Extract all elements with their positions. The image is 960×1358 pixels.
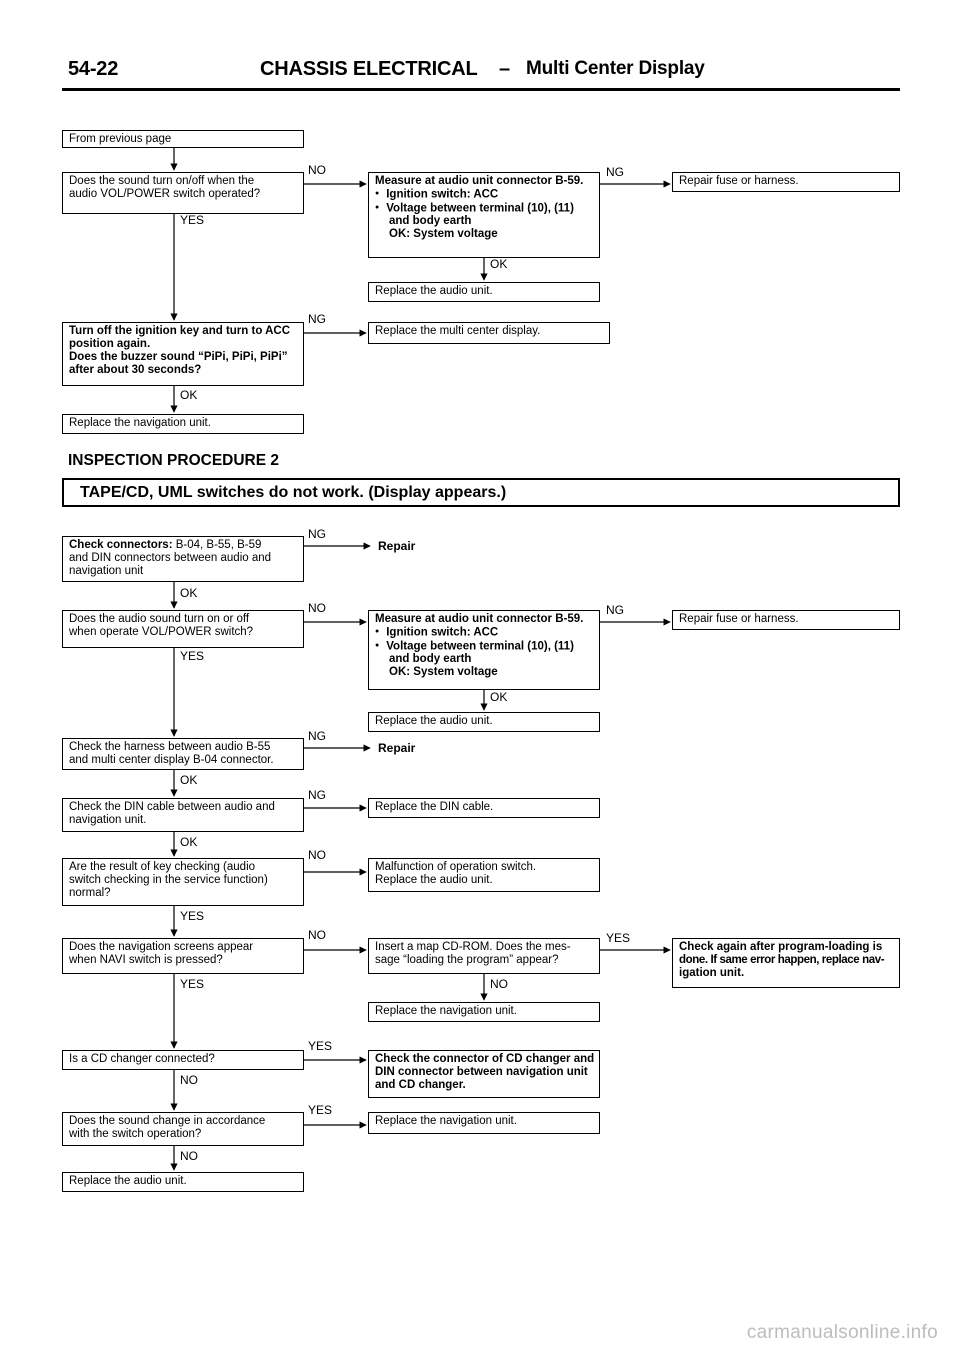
replace-audio-text: Replace the audio unit. <box>375 285 493 297</box>
header-rule <box>62 88 900 91</box>
replace-nav-text: Replace the navigation unit. <box>375 1115 517 1127</box>
measure-bullet-cont: and body earth <box>389 653 472 666</box>
repair-fuse-text: Repair fuse or harness. <box>679 175 799 187</box>
label-no: NO <box>308 848 326 862</box>
q-line: Turn off the ignition key and turn to ACC <box>69 325 291 337</box>
label-yes: YES <box>180 649 205 663</box>
q-line: when operate VOL/POWER switch? <box>69 626 254 638</box>
q-line: and multi center display B-04 connector. <box>69 754 274 766</box>
label-yes: YES <box>180 977 205 991</box>
q-line: Does the navigation screens appear <box>69 941 254 953</box>
q-line: after about 30 seconds? <box>69 364 202 376</box>
measure-ok-value: System voltage <box>413 228 498 241</box>
label-yes: YES <box>606 931 631 945</box>
inspection-heading: INSPECTION PROCEDURE 2 <box>68 452 280 469</box>
section-title: CHASSIS ELECTRICAL <box>260 58 478 80</box>
repair-fuse-box <box>672 610 900 630</box>
q-line: Does the audio sound turn on or off <box>69 613 250 625</box>
replace-audio-text: Replace the audio unit. <box>69 1175 187 1187</box>
label-ok: OK <box>490 257 508 271</box>
replace-mcd-text: Replace the multi center display. <box>375 325 541 337</box>
label-ng: NG <box>606 603 624 617</box>
label-ok: OK <box>490 690 508 704</box>
check-din-box <box>62 798 304 832</box>
replace-mcd-box <box>368 322 610 344</box>
q-line: Is a CD changer connected? <box>69 1053 215 1065</box>
label-ok: OK <box>180 388 198 402</box>
replace-audio-box <box>368 712 600 732</box>
label-ok: OK <box>180 586 198 600</box>
check-harness-box <box>62 738 304 770</box>
q-line: Does the sound turn on/off when the <box>69 175 255 187</box>
label-yes: YES <box>180 213 205 227</box>
label-ok: OK <box>180 773 198 787</box>
replace-audio-text: Replace the audio unit. <box>375 715 493 727</box>
label-ng: NG <box>308 788 326 802</box>
q-line: navigation unit. <box>69 814 147 826</box>
q-line: Malfunction of operation switch. <box>375 861 537 873</box>
q-line: sage “loading the program” appear? <box>375 954 559 966</box>
q-line: Does the sound change in accordance <box>69 1115 266 1127</box>
malfunction-box <box>368 858 600 892</box>
q-line: Replace the audio unit. <box>375 874 493 886</box>
q-line: DIN connector between navigation unit <box>375 1066 588 1078</box>
inspection-title: TAPE/CD, UML switches do not work. (Display appears.) <box>62 478 900 507</box>
replace-audio-box <box>368 282 600 302</box>
q-line: with the switch operation? <box>69 1128 202 1140</box>
insert-map-box <box>368 938 600 974</box>
q-sound-change-box <box>62 1112 304 1146</box>
replace-nav-text: Replace the navigation unit. <box>69 417 211 429</box>
repair-text: Repair <box>378 741 416 755</box>
q-line: normal? <box>69 887 111 899</box>
replace-nav-box <box>62 414 304 434</box>
header-dash: – <box>499 58 510 80</box>
q-line: Check the harness between audio B-55 <box>69 741 271 753</box>
measure-title: Measure at audio unit connector B-59. <box>375 613 584 625</box>
label-yes: YES <box>308 1103 333 1117</box>
measure-title: Measure at audio unit connector B-59. <box>375 175 584 187</box>
q-cd-changer-box <box>62 1050 304 1070</box>
q-line: Insert a map CD-ROM. Does the mes- <box>375 941 571 953</box>
measure-box <box>368 610 600 690</box>
label-no: NO <box>308 601 326 615</box>
q-line: Are the result of key checking (audio <box>69 861 256 873</box>
label-no: NO <box>308 928 326 942</box>
replace-nav-text: Replace the navigation unit. <box>375 1005 517 1017</box>
q-key-check-box <box>62 858 304 906</box>
label-ng: NG <box>308 527 326 541</box>
label-no: NO <box>308 163 326 177</box>
check-connectors-line: and DIN connectors between audio and <box>69 552 272 564</box>
check-connectors-ids: B-04, B-55, B-59 <box>175 539 262 551</box>
replace-din-text: Replace the DIN cable. <box>375 801 494 813</box>
label-ng: NG <box>308 312 326 326</box>
label-ok: OK <box>180 835 198 849</box>
q-line: igation unit. <box>679 967 745 979</box>
check-cd-connector-box <box>368 1050 600 1098</box>
from-previous-page-box <box>62 130 304 148</box>
label-yes: YES <box>180 909 205 923</box>
q-line: switch checking in the service function) <box>69 874 268 886</box>
q-line: and CD changer. <box>375 1079 466 1091</box>
q-line: audio VOL/POWER switch operated? <box>69 188 261 200</box>
label-ng: NG <box>308 729 326 743</box>
replace-nav-box <box>368 1002 600 1022</box>
q-line: Check the connector of CD changer and <box>375 1053 595 1065</box>
check-connectors-box <box>62 536 304 582</box>
check-connectors-label: Check connectors: <box>69 539 173 551</box>
label-no: NO <box>180 1149 198 1163</box>
q-sound-on-off-box <box>62 172 304 214</box>
measure-bullet: ● Voltage between terminal (10), (11) <box>375 202 593 216</box>
q-line: when NAVI switch is pressed? <box>69 954 223 966</box>
label-yes: YES <box>308 1039 333 1053</box>
repair-text: Repair <box>378 539 416 553</box>
watermark: carmanualsonline.info <box>746 1322 938 1343</box>
replace-din-box <box>368 798 600 818</box>
measure-bullet-cont: and body earth <box>389 215 472 228</box>
replace-audio-final-box <box>62 1172 304 1192</box>
repair-fuse-box <box>672 172 900 192</box>
page-number: 54-22 <box>68 58 119 80</box>
repair-fuse-text: Repair fuse or harness. <box>679 613 799 625</box>
check-again-box <box>672 938 900 988</box>
check-connectors-line: navigation unit <box>69 565 144 577</box>
q-line: done. If same error happen, replace nav- <box>679 954 885 966</box>
measure-ok-value: System voltage <box>413 666 498 679</box>
label-ng: NG <box>606 165 624 179</box>
q-line: position again. <box>69 338 151 350</box>
replace-nav-box <box>368 1112 600 1134</box>
measure-ok-label: OK: <box>389 228 411 241</box>
label-no: NO <box>490 977 508 991</box>
measure-bullet: ● Voltage between terminal (10), (11) <box>375 640 593 654</box>
measure-ok-label: OK: <box>389 666 411 679</box>
measure-box <box>368 172 600 258</box>
label-no: NO <box>180 1073 198 1087</box>
q-audio-sound-box <box>62 610 304 648</box>
q-line: Check again after program-loading is <box>679 941 883 953</box>
q-line: Check the DIN cable between audio and <box>69 801 275 813</box>
from-previous-page-text: From previous page <box>69 133 172 145</box>
measure-bullet: ● Ignition switch: ACC <box>375 188 593 202</box>
q-line: Does the buzzer sound “PiPi, PiPi, PiPi” <box>69 351 288 363</box>
measure-bullet: ● Ignition switch: ACC <box>375 626 593 640</box>
q-buzzer-box <box>62 322 304 386</box>
subsection-title: Multi Center Display <box>526 58 705 79</box>
q-nav-screen-box <box>62 938 304 974</box>
